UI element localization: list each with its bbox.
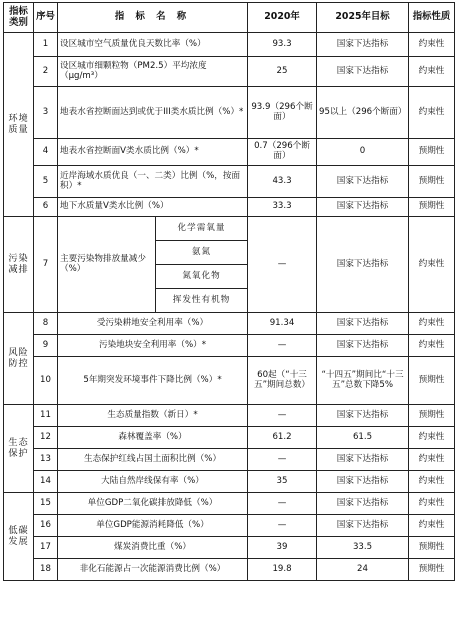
row-nature: 预期性 <box>409 166 455 198</box>
row-target: 国家下达指标 <box>317 405 409 427</box>
row-target: 国家下达指标 <box>317 217 409 313</box>
row-nature: 预期性 <box>409 357 455 405</box>
row-indicator: 污染地块安全利用率（%）* <box>58 335 248 357</box>
header-num: 序号 <box>34 3 58 33</box>
row-num: 9 <box>34 335 58 357</box>
row-nature: 约束性 <box>409 335 455 357</box>
row-target: 24 <box>317 559 409 581</box>
row-nature: 约束性 <box>409 57 455 87</box>
row-target: 国家下达指标 <box>317 57 409 87</box>
row-indicator: 单位GDP二氧化碳排放降低（%） <box>58 493 248 515</box>
row-indicator: 近岸海域水质优良（一、二类）比例（%，按面积）* <box>58 166 248 198</box>
row-nature: 约束性 <box>409 493 455 515</box>
row-target: 国家下达指标 <box>317 471 409 493</box>
row-2020: 0.7（296个断面） <box>248 139 317 166</box>
header-2020: 2020年 <box>248 3 317 33</box>
row-num: 17 <box>34 537 58 559</box>
row-nature: 预期性 <box>409 405 455 427</box>
row-nature: 预期性 <box>409 559 455 581</box>
row-indicator: 生态质量指数（新日）* <box>58 405 248 427</box>
row-target: 国家下达指标 <box>317 198 409 217</box>
table-row <box>4 166 455 198</box>
row-target: 国家下达指标 <box>317 515 409 537</box>
table-row <box>4 471 455 493</box>
row-indicator: 主要污染物排放量减少（%） <box>58 217 156 313</box>
row-2020: 93.3 <box>248 33 317 57</box>
row-num: 2 <box>34 57 58 87</box>
row-target: 国家下达指标 <box>317 166 409 198</box>
row-nature: 约束性 <box>409 471 455 493</box>
row-num: 4 <box>34 139 58 166</box>
row-nature: 预期性 <box>409 537 455 559</box>
header-2025-target: 2025年目标 <box>317 3 409 33</box>
row-num: 8 <box>34 313 58 335</box>
row-num: 10 <box>34 357 58 405</box>
row-num: 15 <box>34 493 58 515</box>
row-nature: 约束性 <box>409 87 455 139</box>
header-indicator: 指 标 名 称 <box>58 3 248 33</box>
row-target: 国家下达指标 <box>317 493 409 515</box>
row-nature: 约束性 <box>409 217 455 313</box>
row-num: 1 <box>34 33 58 57</box>
row-target: 0 <box>317 139 409 166</box>
table-row <box>4 427 455 449</box>
row-indicator: 地下水质量V类水比例（%） <box>58 198 248 217</box>
row-target: “十四五”期间比“十三五”总数下降5% <box>317 357 409 405</box>
row-2020: — <box>248 405 317 427</box>
row-num: 11 <box>34 405 58 427</box>
row-indicator: 受污染耕地安全利用率（%） <box>58 313 248 335</box>
row-indicator: 大陆自然岸线保有率（%） <box>58 471 248 493</box>
table-row <box>4 335 455 357</box>
table-row <box>4 559 455 581</box>
header-nature: 指标性质 <box>409 3 455 33</box>
row-nature: 约束性 <box>409 33 455 57</box>
table-row <box>4 33 455 57</box>
pollutant-cod: 化学需氧量 <box>156 217 248 241</box>
header-category: 指标类别 <box>4 3 34 33</box>
row-target: 61.5 <box>317 427 409 449</box>
row-nature: 预期性 <box>409 139 455 166</box>
table-row <box>4 198 455 217</box>
row-num: 13 <box>34 449 58 471</box>
row-2020: 60起（“十三五”期间总数） <box>248 357 317 405</box>
row-2020: 33.3 <box>248 198 317 217</box>
row-2020: 43.3 <box>248 166 317 198</box>
row-num: 18 <box>34 559 58 581</box>
row-2020: 25 <box>248 57 317 87</box>
table-row <box>4 405 455 427</box>
category-env: 环境质量 <box>4 33 34 217</box>
table-row <box>4 493 455 515</box>
table-row <box>4 515 455 537</box>
table-row <box>4 449 455 471</box>
row-num: 12 <box>34 427 58 449</box>
row-num: 5 <box>34 166 58 198</box>
row-2020: — <box>248 217 317 313</box>
row-target: 国家下达指标 <box>317 33 409 57</box>
row-2020: — <box>248 515 317 537</box>
pollutant-ammonia: 氨氮 <box>156 241 248 265</box>
table-row <box>4 537 455 559</box>
row-indicator: 5年期突发环境事件下降比例（%）* <box>58 357 248 405</box>
table-row <box>4 357 455 405</box>
table-row <box>4 57 455 87</box>
row-target: 33.5 <box>317 537 409 559</box>
row-2020: — <box>248 493 317 515</box>
row-num: 6 <box>34 198 58 217</box>
row-2020: — <box>248 449 317 471</box>
row-target: 国家下达指标 <box>317 449 409 471</box>
category-carbon: 低碳发展 <box>4 493 34 581</box>
pollutant-nox: 氮氧化物 <box>156 265 248 289</box>
indicator-table <box>3 2 455 581</box>
row-indicator: 生态保护红线占国土面积比例（%） <box>58 449 248 471</box>
row-nature: 约束性 <box>409 515 455 537</box>
pollutant-voc: 挥发性有机物 <box>156 289 248 313</box>
row-num: 16 <box>34 515 58 537</box>
row-nature: 约束性 <box>409 427 455 449</box>
row-target: 国家下达指标 <box>317 335 409 357</box>
table-row <box>4 139 455 166</box>
row-2020: 93.9（296个断面） <box>248 87 317 139</box>
row-num: 14 <box>34 471 58 493</box>
row-2020: — <box>248 335 317 357</box>
row-indicator: 设区城市细颗粒物（PM2.5）平均浓度（μg/m³） <box>58 57 248 87</box>
row-indicator: 单位GDP能源消耗降低（%） <box>58 515 248 537</box>
row-2020: 19.8 <box>248 559 317 581</box>
category-risk: 风险防控 <box>4 313 34 405</box>
row-nature: 约束性 <box>409 449 455 471</box>
row-indicator: 地表水省控断面V类水质比例（%）* <box>58 139 248 166</box>
header-row <box>4 3 455 33</box>
category-eco: 生态保护 <box>4 405 34 493</box>
row-num: 7 <box>34 217 58 313</box>
row-2020: 61.2 <box>248 427 317 449</box>
row-num: 3 <box>34 87 58 139</box>
table-row <box>4 217 455 241</box>
row-indicator: 森林覆盖率（%） <box>58 427 248 449</box>
table-row <box>4 313 455 335</box>
row-target: 95以上（296个断面） <box>317 87 409 139</box>
row-2020: 91.34 <box>248 313 317 335</box>
row-indicator: 地表水省控断面达到或优于III类水质比例（%）* <box>58 87 248 139</box>
row-indicator: 设区城市空气质量优良天数比率（%） <box>58 33 248 57</box>
row-nature: 约束性 <box>409 313 455 335</box>
row-2020: 39 <box>248 537 317 559</box>
row-indicator: 煤炭消费比重（%） <box>58 537 248 559</box>
row-target: 国家下达指标 <box>317 313 409 335</box>
category-pollution: 污染减排 <box>4 217 34 313</box>
row-nature: 预期性 <box>409 198 455 217</box>
row-indicator: 非化石能源占一次能源消费比例（%） <box>58 559 248 581</box>
row-2020: 35 <box>248 471 317 493</box>
table-row <box>4 87 455 139</box>
